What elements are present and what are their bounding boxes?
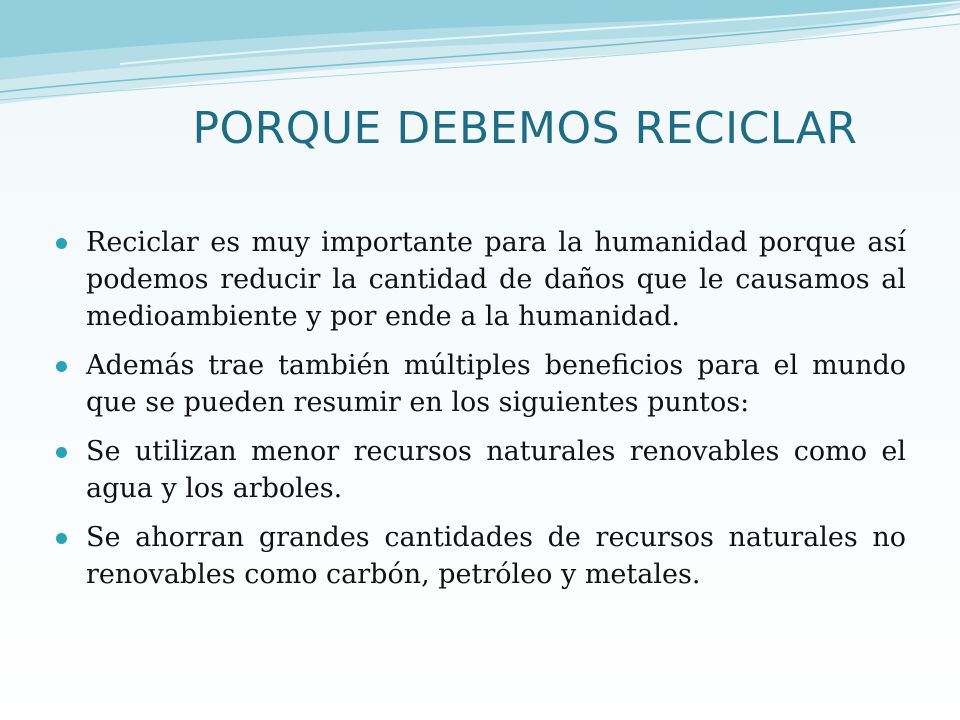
bullet-item (50, 347, 906, 421)
bullet-text: Además trae también múltiples beneficios para el mundo que se pueden resumir en los siguientes puntos: (86, 350, 906, 418)
bullet-list (50, 224, 906, 605)
slide-title: PORQUE DEBEMOS RECICLAR (192, 103, 858, 154)
bullet-text: Reciclar es muy importante para la humanidad porque así podemos reducir la cantidad de daños que le causamos al medioambiente y por ende a la humanidad. (86, 227, 906, 332)
bullet-item (50, 224, 906, 335)
bullet-dot-icon (56, 447, 67, 458)
bullet-text: Se utilizan menor recursos naturales renovables como el agua y los arboles. (86, 436, 906, 504)
bullet-dot-icon (56, 361, 67, 372)
bullet-item (50, 433, 906, 507)
bullet-text: Se ahorran grandes cantidades de recursos naturales no renovables como carbón, petróleo y metales. (86, 522, 906, 590)
bullet-dot-icon (56, 238, 67, 249)
bullet-item (50, 519, 906, 593)
bullet-dot-icon (56, 533, 67, 544)
